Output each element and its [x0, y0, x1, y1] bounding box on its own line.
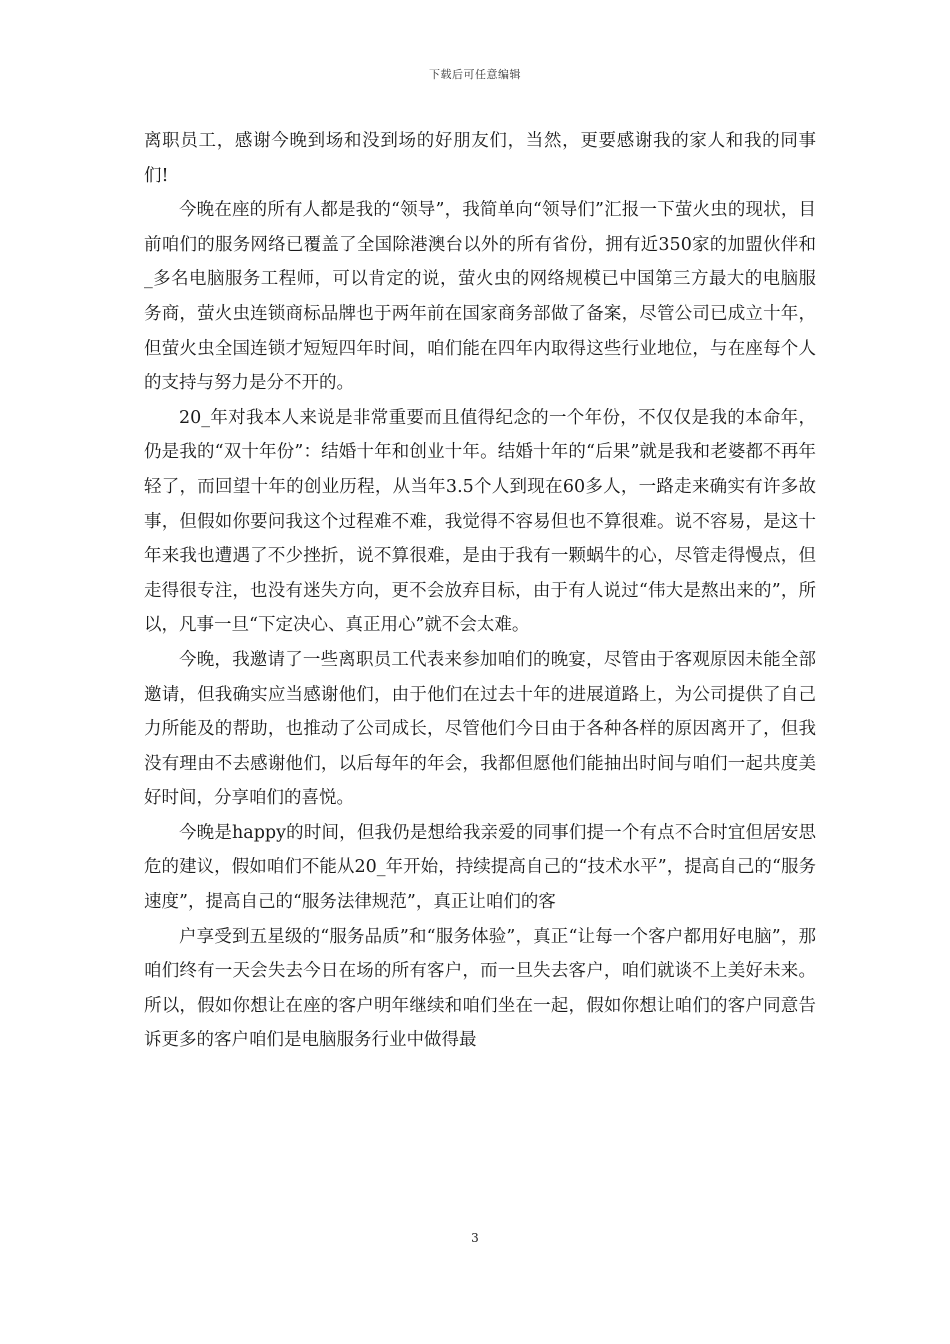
paragraph-2: 今晚在座的所有人都是我的“领导”，我简单向“领导们”汇报一下萤火虫的现状，目前咱们的服务网络已覆盖了全国除港澳台以外的所有省份，拥有近350家的加盟伙伴和_多名电脑服务工程师，可以肯定的说，萤火虫的网络规模已中国第三方最大的电脑服务商，萤火虫连锁商标品牌也于两年前在国家商务部做了备案，尽管公司已成立十年，但萤火虫全国连锁才短短四年时间，咱们能在四年内取得这些行业地位，与在座每个人的支持与努力是分不开的。 [144, 200, 816, 394]
page-number: 3 [471, 1231, 479, 1245]
page-header: 下载后可任意编辑 [429, 68, 521, 81]
paragraph-4: 今晚，我邀请了一些离职员工代表来参加咱们的晚宴，尽管由于客观原因未能全部邀请，但我确实应当感谢他们，由于他们在过去十年的进展道路上，为公司提供了自己力所能及的帮助，也推动了公司成长，尽管他们今日由于各种各样的原因离开了，但我没有理由不去感谢他们，以后每年的年会，我都但愿他们能抽出时间与咱们一起共度美好时间，分享咱们的喜悦。 [144, 649, 816, 809]
paragraph-5: 今晚是happy的时间，但我仍是想给我亲爱的同事们提一个有点不合时宜但居安思危的建议，假如咱们不能从20_年开始，持续提高自己的“技术水平”，提高自己的“服务速度”，提高自己的“服务法律规范”，真正让咱们的客 [144, 822, 816, 913]
paragraph-3: 20_年对我本人来说是非常重要而且值得纪念的一个年份，不仅仅是我的本命年，仍是我的“双十年份”：结婚十年和创业十年。结婚十年的“后果”就是我和老婆都不再年轻了，而回望十年的创业历程，从当年3.5个人到现在60多人，一路走来确实有许多故事，但假如你要问我这个过程难不难，我觉得不容易但也不算很难。说不容易，是这十年来我也遭遇了不少挫折，说不算很难，是由于我有一颗蜗牛的心，尽管走得慢点，但走得很专注，也没有迷失方向，更不会放弃目标，由于有人说过“伟大是熬出来的”，所以，凡事一旦“下定决心、真正用心”就不会太难。 [144, 407, 816, 636]
body-text [144, 124, 816, 1058]
paragraph-1: 离职员工，感谢今晚到场和没到场的好朋友们，当然，更要感谢我的家人和我的同事们! [144, 131, 816, 186]
paragraph-6: 户享受到五星级的“服务品质”和“服务体验”，真正“让每一个客户都用好电脑”，那咱们终有一天会失去今日在场的所有客户，而一旦失去客户，咱们就谈不上美好未来。所以，假如你想让在座的客户明年继续和咱们坐在一起，假如你想让咱们的客户同意告诉更多的客户咱们是电脑服务行业中做得最 [144, 926, 816, 1051]
